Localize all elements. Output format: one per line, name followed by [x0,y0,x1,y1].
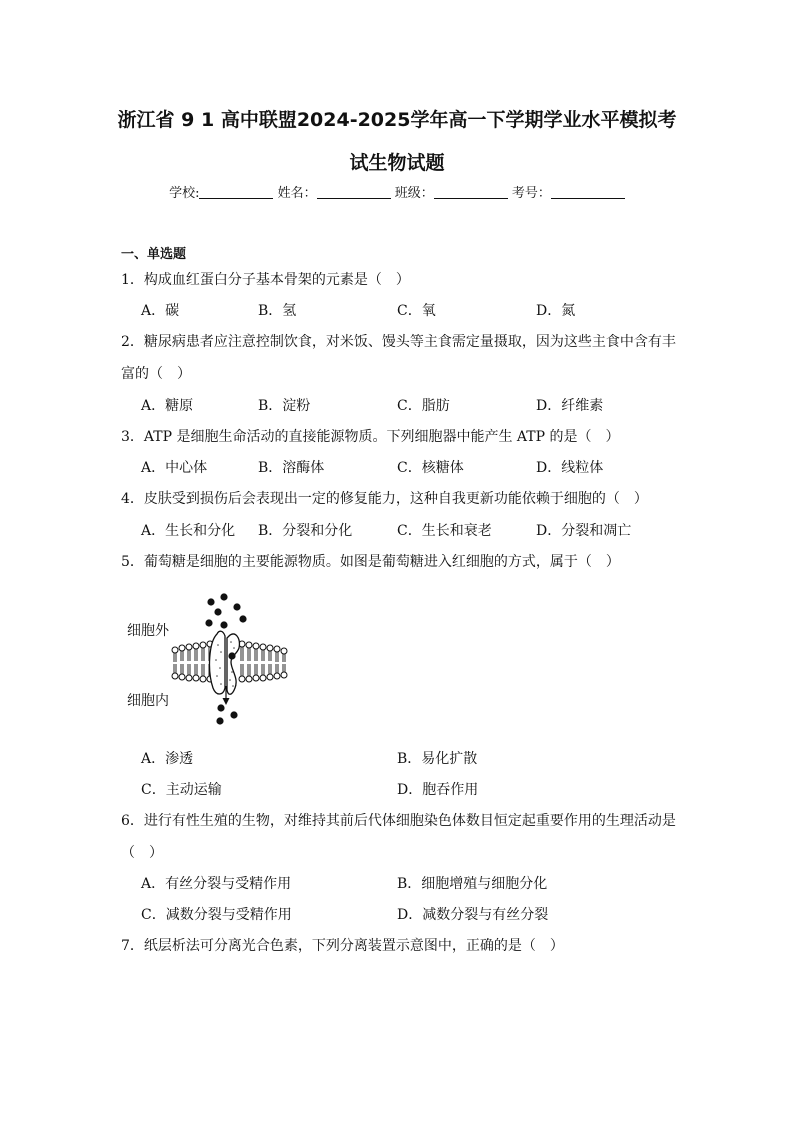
question-5-stem: 5．葡萄糖是细胞的主要能源物质。如图是葡萄糖进入红细胞的方式，属于（ ） [121,554,620,570]
q6-option-a: A．有丝分裂与受精作用 [141,876,292,892]
student-info-row [0,182,794,201]
cell-inside-label: 细胞内 [127,693,169,709]
glucose-in-carrier [228,652,235,659]
glucose-molecule [214,608,221,615]
question-2-stem-line-2: 富的（ ） [121,366,191,382]
question-4-stem: 4．皮肤受到损伤后会表现出一定的修复能力，这种自我更新功能依赖于细胞的（ ） [121,491,648,507]
cell-outside-label: 细胞外 [127,623,169,639]
number-label: 考号： [511,186,551,201]
q1-option-d: D．氮 [536,303,576,319]
q6-option-d: D．减数分裂与有丝分裂 [397,907,549,923]
class-label: 班级： [394,186,434,201]
class-blank[interactable] [434,186,508,199]
q4-option-a: A．生长和分化 [141,523,236,539]
carrier-protein [210,631,225,694]
name-label: 姓名： [277,186,317,201]
q4-option-b: B．分裂和分化 [258,523,353,539]
q2-option-b: B．淀粉 [258,398,311,414]
glucose-transport-diagram [165,590,295,730]
q2-option-c: C．脂肪 [397,398,450,414]
number-blank[interactable] [551,186,625,199]
q2-option-a: A．糖原 [141,398,194,414]
q6-option-c: C．减数分裂与受精作用 [141,907,292,923]
q3-option-b: B．溶酶体 [258,460,325,476]
section-heading: 一、单选题 [121,247,187,262]
question-7-stem: 7．纸层析法可分离光合色素，下列分离装置示意图中，正确的是（ ） [121,938,564,954]
glucose-molecule [207,598,214,605]
q1-option-a: A．碳 [141,303,180,319]
glucose-molecule [230,711,237,718]
question-2-stem-line-1: 2．糖尿病患者应注意控制饮食，对米饭、馒头等主食需定量摄取，因为这些主食中含有丰 [121,334,676,350]
school-label: 学校: [169,186,200,201]
glucose-molecule [233,603,240,610]
name-blank[interactable] [317,186,391,199]
question-1-stem: 1．构成血红蛋白分子基本骨架的元素是（ ） [121,272,410,288]
title-line-1: 浙江省 9 1 高中联盟2024-2025学年高一下学期学业水平模拟考 [117,109,677,131]
glucose-molecule [216,717,223,724]
glucose-molecule [220,593,227,600]
glucose-molecule [239,615,246,622]
q3-option-a: A．中心体 [141,460,208,476]
school-blank[interactable] [199,186,273,199]
q6-option-b: B．细胞增殖与细胞分化 [397,876,548,892]
glucose-molecule [220,621,227,628]
q1-option-b: B．氢 [258,303,297,319]
q3-option-d: D．线粒体 [536,460,604,476]
q4-option-d: D．分裂和凋亡 [536,523,632,539]
q5-option-c: C．主动运输 [141,782,222,798]
q1-option-c: C．氧 [397,303,436,319]
q5-option-d: D．胞吞作用 [397,782,479,798]
q5-option-a: A．渗透 [141,751,194,767]
q4-option-c: C．生长和衰老 [397,523,492,539]
question-6-stem-line-2: （ ） [121,845,163,861]
q3-option-c: C．核糖体 [397,460,464,476]
glucose-molecule [217,704,224,711]
q2-option-d: D．纤维素 [536,398,604,414]
question-6-stem-line-1: 6．进行有性生殖的生物，对维持其前后代体细胞染色体数目恒定起重要作用的生理活动是 [121,813,676,829]
q5-option-b: B．易化扩散 [397,751,478,767]
title-line-2: 试生物试题 [349,152,445,174]
question-3-stem: 3．ATP 是细胞生命活动的直接能源物质。下列细胞器中能产生 ATP 的是（ ） [121,429,620,445]
glucose-molecule [205,619,212,626]
